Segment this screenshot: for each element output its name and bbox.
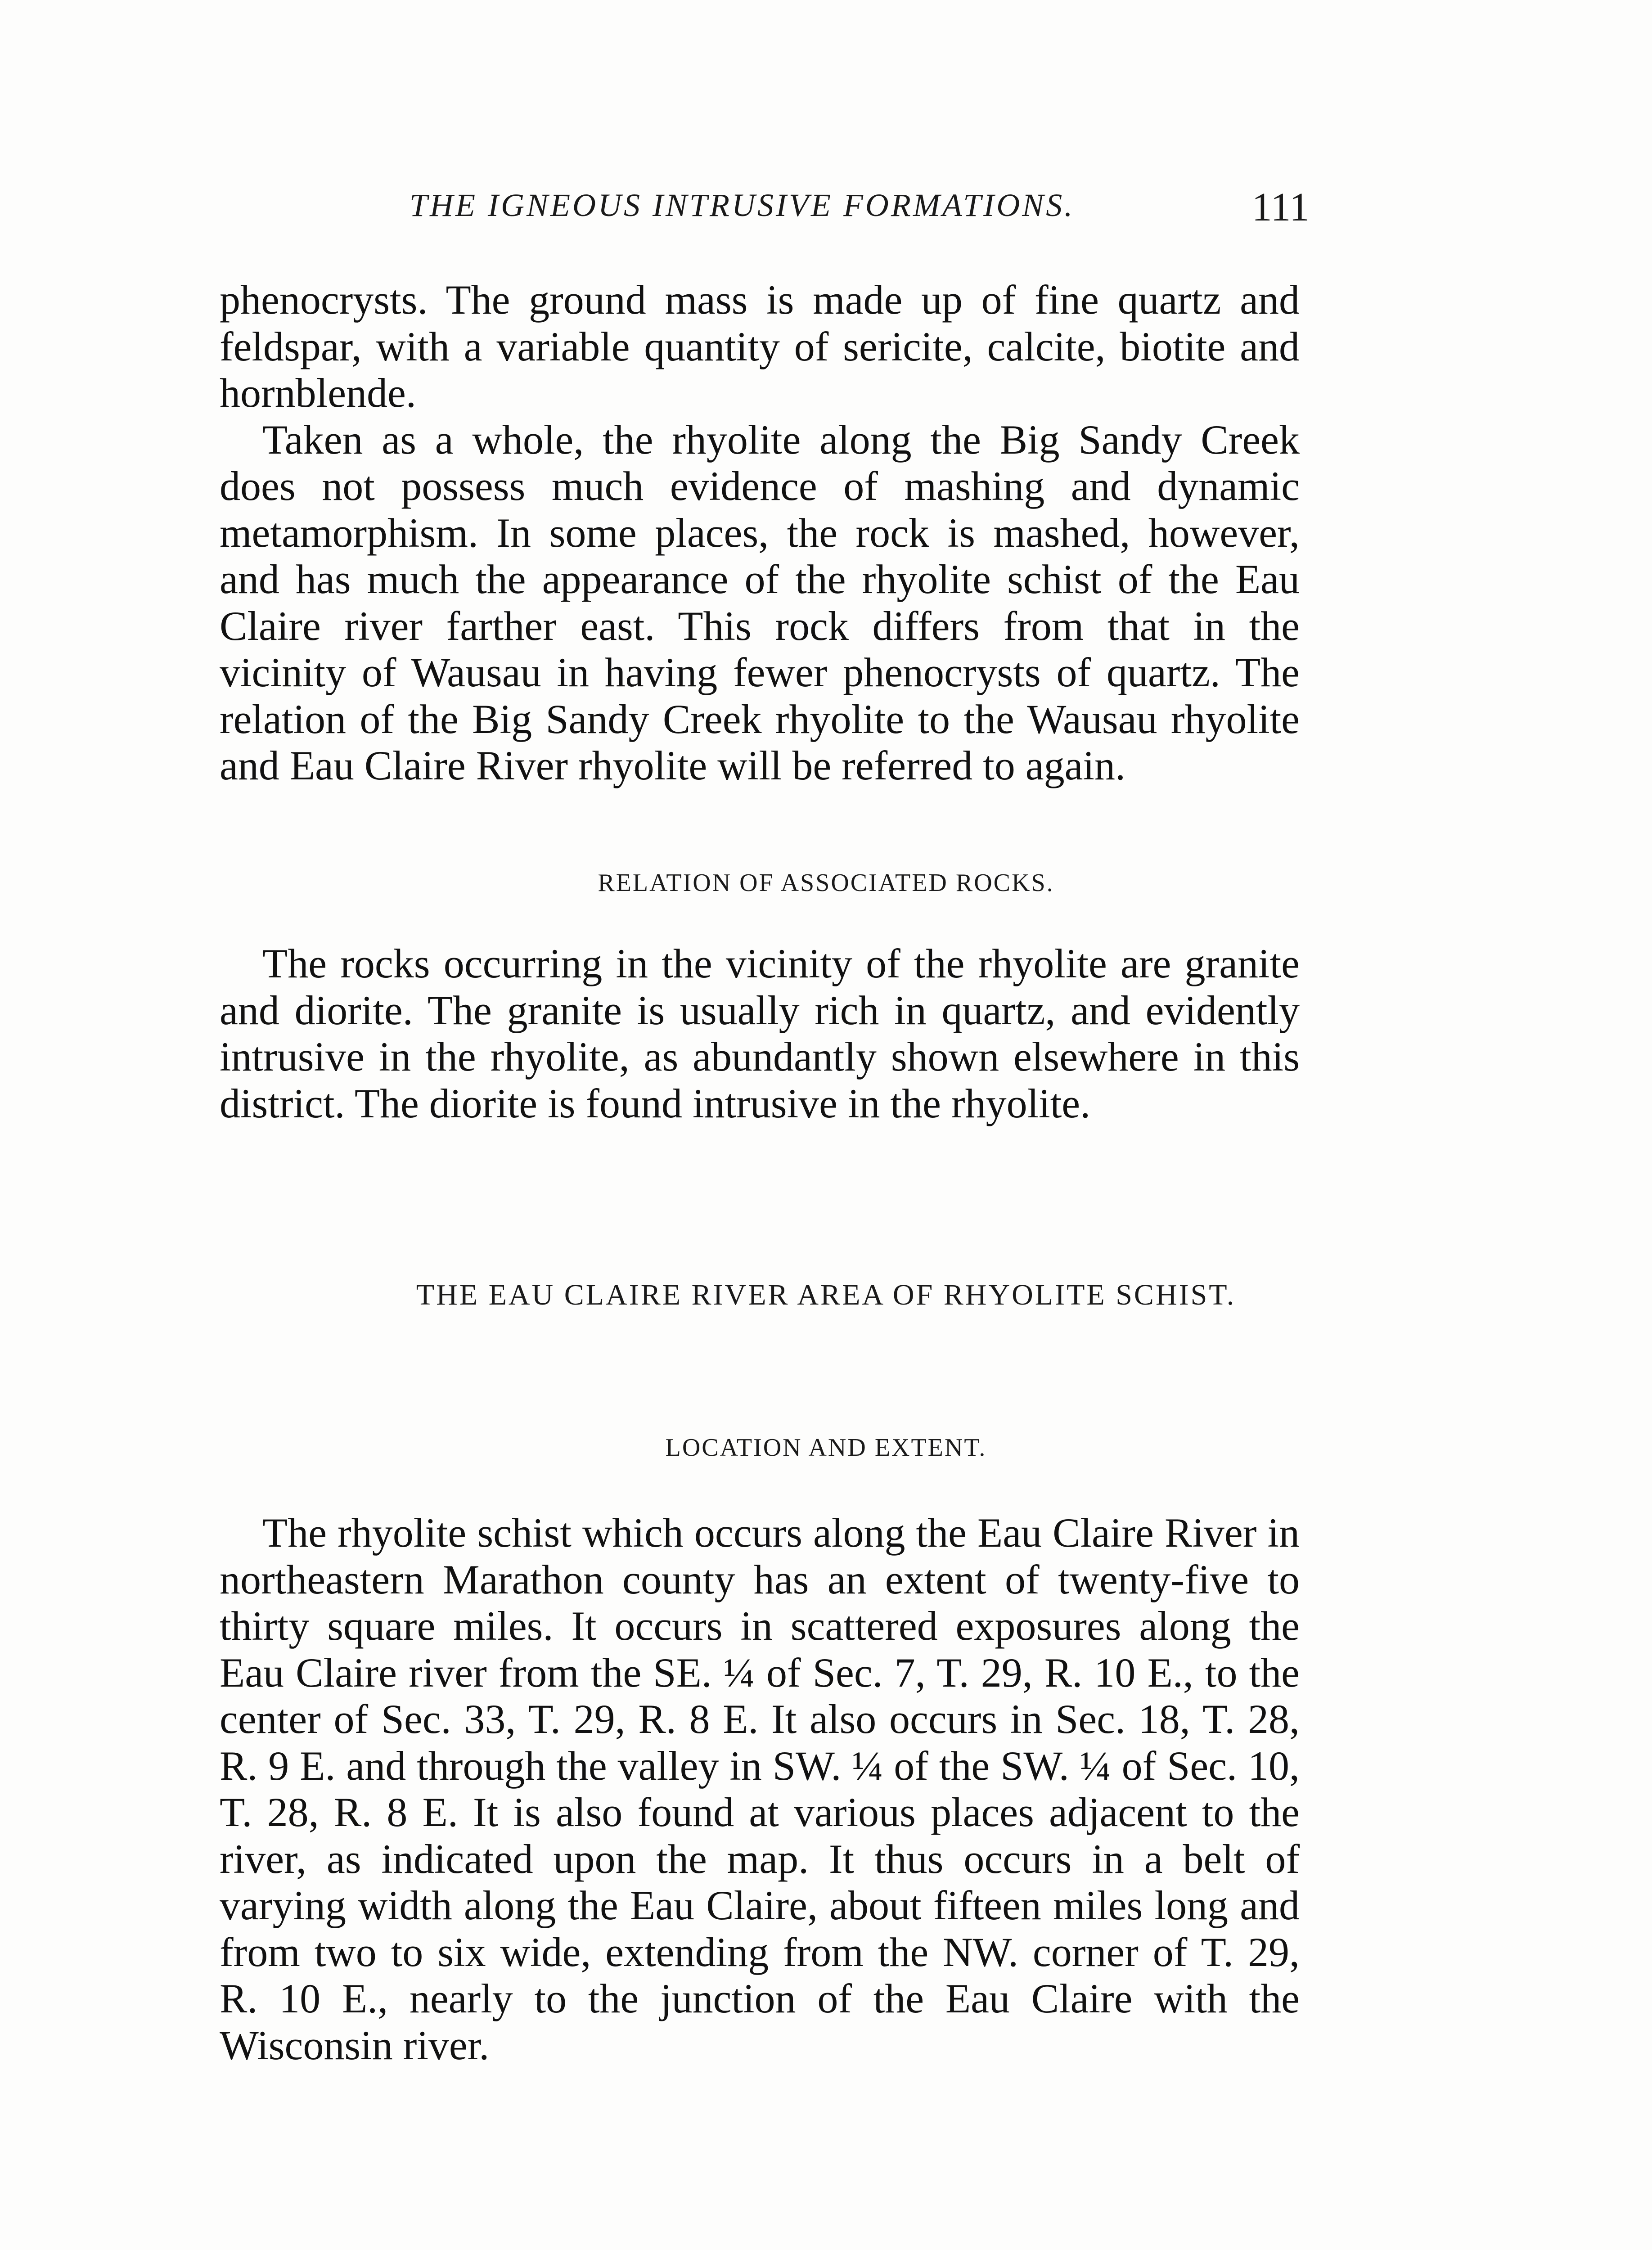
running-head [221,187,1310,236]
section-heading-area: THE EAU CLAIRE RIVER AREA OF RHYOLITE SCHIST. [416,1278,1236,1311]
text-block-rhyolite [220,277,1300,789]
paragraph-groundmass: phenocrysts. The ground mass is made up of fine quartz and feldspar, with a variable quantity of sericite, calcite, biotite and hornblende. [220,277,1300,416]
text-block-relation [220,940,1300,1127]
running-title: THE IGNEOUS INTRUSIVE FORMATIONS. [410,187,1075,223]
section-heading-location: LOCATION AND EXTENT. [665,1434,987,1462]
section-heading-relation: RELATION OF ASSOCIATED ROCKS. [598,869,1054,897]
paragraph-location-extent: The rhyolite schist which occurs along the Eau Claire River in northeastern Marathon county has an extent of twenty-five to thirty square miles. It occurs in scattered exposures along the Eau Claire river from the SE. ¼ of Sec. 7, T. 29, R. 10 E., to the center of Sec. 33, T. 29, R. 8 E. It also occurs in Sec. 18, T. 28, R. 9 E. and through the valley in SW. ¼ of the SW. ¼ of Sec. 10, T. 28, R. 8 E. It is also found at various places adjacent to the river, as indicated upon the map. It thus occurs in a belt of varying width along the Eau Claire, about fifteen miles long and from two to six wide, extending from the NW. corner of T. 29, R. 10 E., nearly to the junction of the Eau Claire with the Wisconsin river. [220,1510,1300,2068]
paragraph-big-sandy-creek: Taken as a whole, the rhyolite along the Big Sandy Creek does not possess much evidence of mashing and dynamic metamorphism. In some places, the rock is mashed, however, and has much the appearance of the rhyolite schist of the Eau Claire river farther east. This rock differs from that in the vicinity of Wausau in having fewer phenocrysts of quartz. The relation of the Big Sandy Creek rhyolite to the Wausau rhyolite and Eau Claire River rhyolite will be referred to again. [220,416,1300,788]
page-number: 111 [1251,185,1310,230]
text-block-location [220,1510,1300,2069]
paragraph-associated-rocks: The rocks occurring in the vicinity of the rhyolite are granite and diorite. The granite is usually rich in quartz, and evidently intrusive in the rhyolite, as abundantly shown elsewhere in this district. The diorite is found intrusive in the rhyolite. [220,940,1300,1126]
